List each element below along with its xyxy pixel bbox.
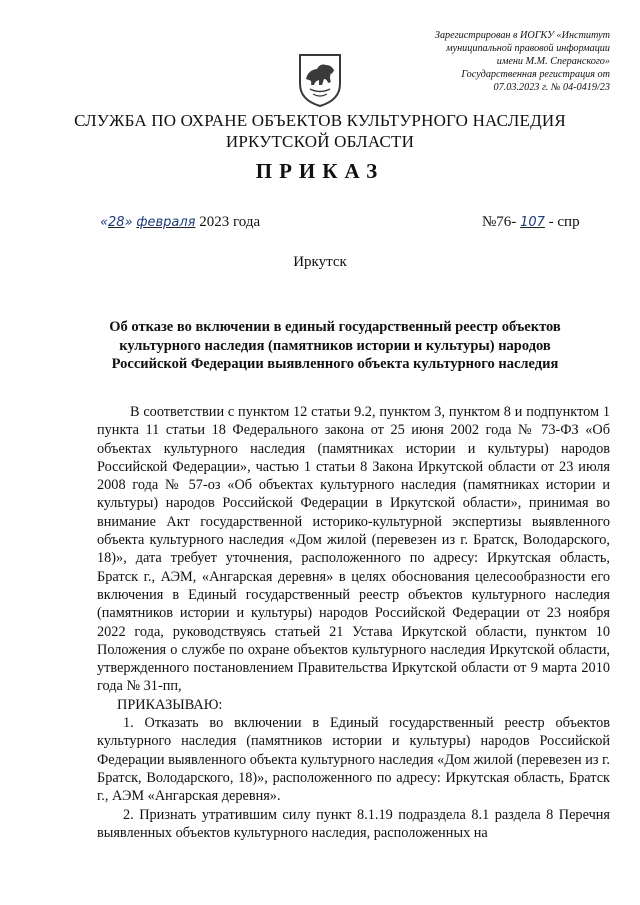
document-type-title: ПРИКАЗ <box>255 159 385 183</box>
agency-line: СЛУЖБА ПО ОХРАНЕ ОБЪЕКТОВ КУЛЬТУРНОГО НАСЛЕДИЯ <box>74 111 566 130</box>
subject-line: культурного наследия (памятников истории и культуры) народов <box>119 337 551 354</box>
registration-line: муниципальной правовой информации <box>446 43 610 54</box>
date-day-handwritten: 28 <box>108 215 125 230</box>
preamble-paragraph: В соответствии с пунктом 12 статьи 9.2, пунктом 3, пунктом 8 и подпунктом 1 пункта 11 статьи 18 Федерального закона от 25 июня 2002 года № 73-ФЗ «Об объектах культурного наследия (памятниках истории и культуры) народов Российской Федерации», частью 1 статьи 8 Закона Иркутской области от 23 июля 2008 года № 57-оз «Об объектах культурного наследия (памятниках истории и культуры) народов Российской Федерации в Иркутской области», принимая во внимание Акт государственной историко-культурной экспертизы выявленного объекта культурного наследия «Дом жилой (перевезен из г. Братск, Володарского, 18)», дата требует уточнения, расположенного по адресу: Иркутская область, Братск г., АЭМ, «Ангарская деревня» в целях обоснования целесообразности его включения в Единый государственный реестр объектов культурного наследия (памятников истории и культуры) народов Российской Федерации от 23 ноября 2022 года, руководствуясь статьей 21 Устава Иркутской области, пунктом 10 Положения о службе по охране объектов культурного наследия Иркутской области, утвержденного постановлением Правительства Иркутской области от 9 марта 2010 года № 31-пп, <box>97 404 610 695</box>
number-prefix: №76- <box>482 214 517 230</box>
document-body <box>97 403 610 842</box>
subject-line: Об отказе во включении в единый государственный реестр объектов <box>109 319 561 335</box>
agency-line: ИРКУТСКОЙ ОБЛАСТИ <box>225 132 415 151</box>
order-item-2: 2. Признать утратившим силу пункт 8.1.19 подраздела 8.1 раздела 8 Перечня выявленных объектов культурного наследия, расположенных на <box>97 806 610 841</box>
subject-line: Российской Федерации выявленного объекта культурного наследия <box>111 356 559 372</box>
city-name: Иркутск <box>293 254 347 270</box>
document-number <box>482 214 580 231</box>
registration-stamp <box>388 29 610 94</box>
registration-line: Зарегистрирован в ИОГКУ «Институт <box>434 30 610 41</box>
registration-line: имени М.М. Сперанского» <box>496 56 610 67</box>
order-item-1: 1. Отказать во включении в Единый государственный реестр объектов культурного наследия (памятников истории и культуры) народов Российской Федерации выявленного объекта культурного наследия «Дом жилой (перевезен из г. Братск, Володарского, 18)», расположенного по адресу: Иркутская область, Братск г., АЭМ «Ангарская деревня». <box>97 715 610 805</box>
document-subject <box>90 318 580 374</box>
date-year: 2023 года <box>199 214 261 230</box>
date-open-quote: « <box>100 215 109 230</box>
agency-name <box>60 110 580 152</box>
registration-line: 07.03.2023 г. № 04-0419/23 <box>493 82 610 93</box>
irkutsk-coat-of-arms-icon <box>297 52 343 108</box>
date-close-quote: » <box>124 215 133 230</box>
number-suffix: - спр <box>548 214 580 230</box>
number-handwritten: 107 <box>520 215 545 230</box>
date-month-handwritten: февраля <box>136 215 196 230</box>
document-date <box>100 214 260 231</box>
registration-line: Государственная регистрация от <box>461 69 610 80</box>
order-keyword: ПРИКАЗЫВАЮ: <box>117 696 223 713</box>
